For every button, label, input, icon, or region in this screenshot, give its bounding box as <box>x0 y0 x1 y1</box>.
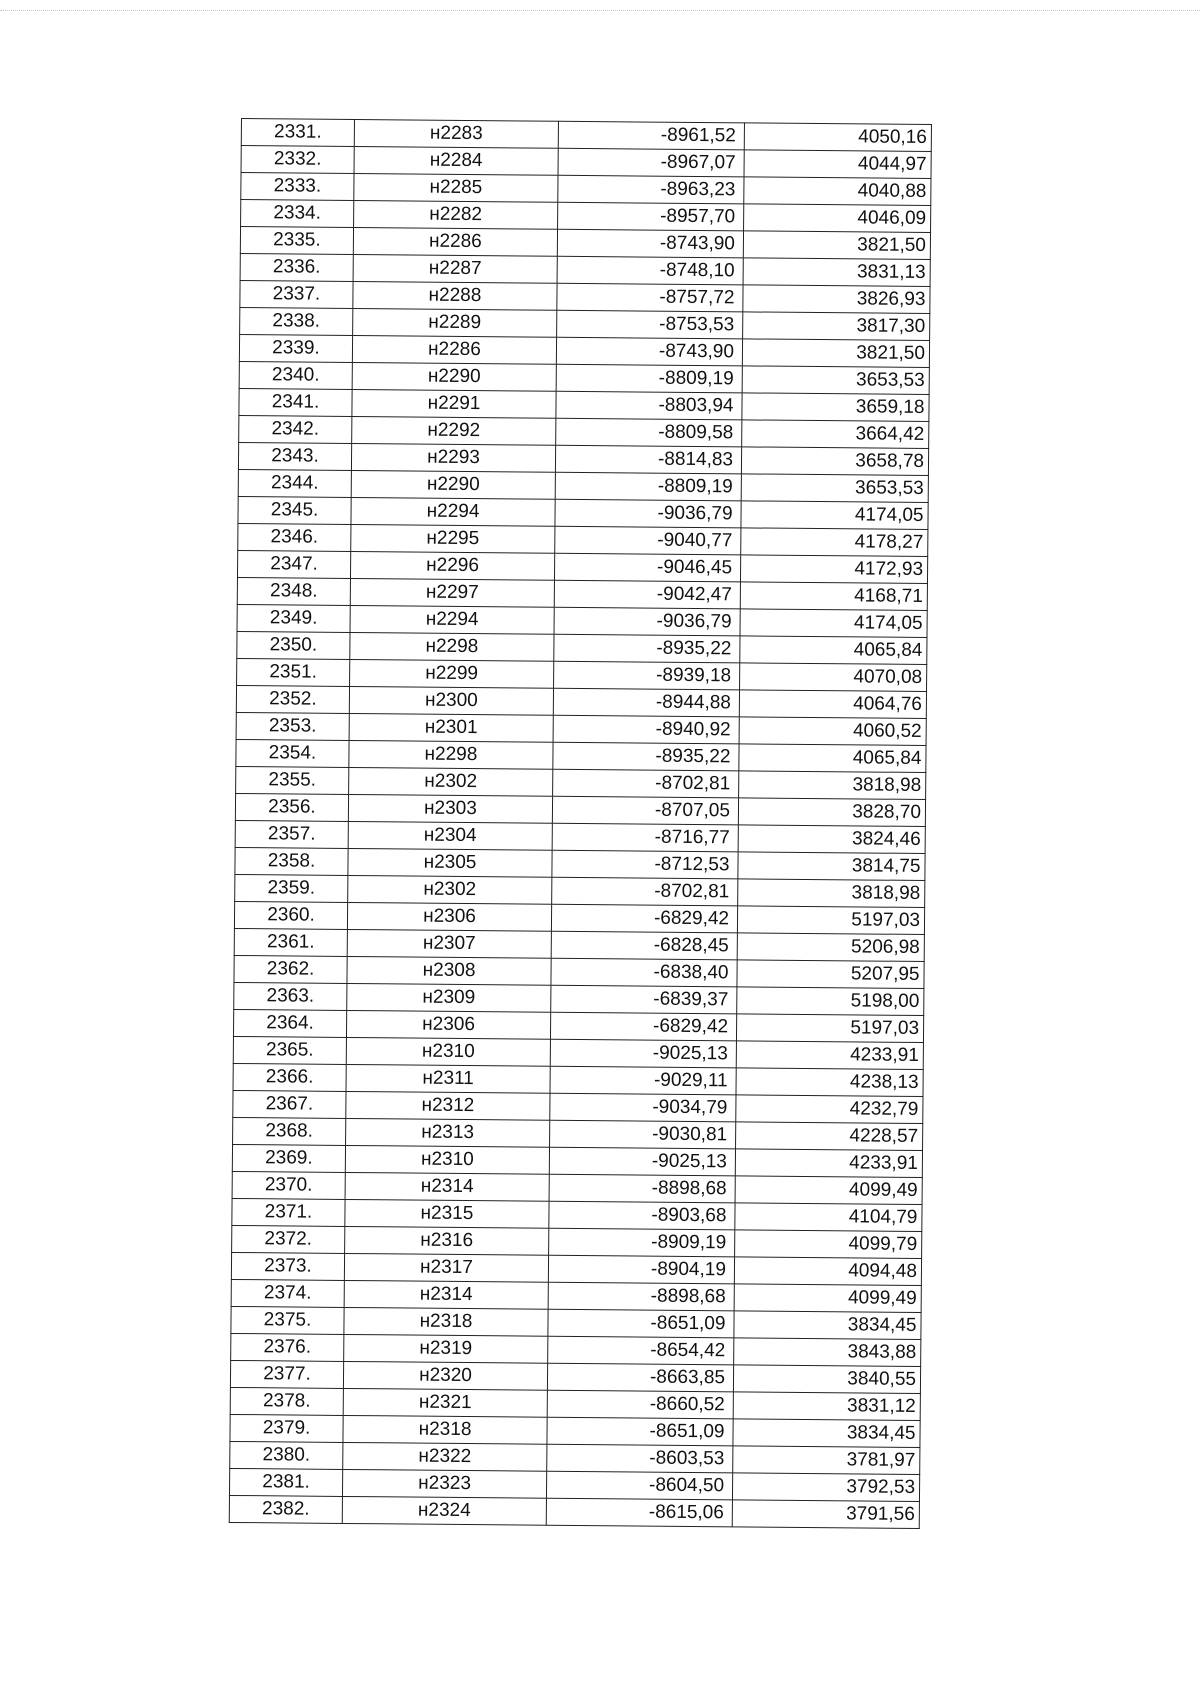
y-coordinate-cell: 3814,75 <box>738 852 925 881</box>
x-coordinate-cell: -8603,53 <box>547 1444 733 1473</box>
x-coordinate-cell: -8809,58 <box>556 418 742 447</box>
point-name-cell: н2298 <box>349 740 553 769</box>
point-name-cell: н2323 <box>342 1469 546 1498</box>
point-name-cell: н2288 <box>353 281 557 310</box>
row-number-cell: 2357. <box>235 820 348 848</box>
row-number-cell: 2362. <box>234 955 347 983</box>
row-number-cell: 2379. <box>230 1414 343 1442</box>
point-name-cell: н2282 <box>354 200 558 229</box>
y-coordinate-cell: 4104,79 <box>735 1203 922 1232</box>
y-coordinate-cell: 5197,03 <box>736 1014 923 1043</box>
row-number-cell: 2351. <box>237 658 350 686</box>
x-coordinate-cell: -8809,19 <box>555 472 741 501</box>
row-number-cell: 2366. <box>233 1063 346 1091</box>
x-coordinate-cell: -9036,79 <box>555 499 741 528</box>
point-name-cell: н2316 <box>345 1226 549 1255</box>
point-name-cell: н2293 <box>351 443 555 472</box>
x-coordinate-cell: -8935,22 <box>554 634 740 663</box>
point-name-cell: н2298 <box>350 632 554 661</box>
x-coordinate-cell: -9040,77 <box>555 526 741 555</box>
point-name-cell: н2302 <box>348 875 552 904</box>
row-number-cell: 2378. <box>230 1387 343 1415</box>
row-number-cell: 2360. <box>234 901 347 929</box>
x-coordinate-cell: -8898,68 <box>549 1174 735 1203</box>
x-coordinate-cell: -8702,81 <box>552 877 738 906</box>
y-coordinate-cell: 3828,70 <box>738 798 925 827</box>
point-name-cell: н2315 <box>345 1199 549 1228</box>
point-name-cell: н2308 <box>347 956 551 985</box>
point-name-cell: н2304 <box>348 821 552 850</box>
x-coordinate-cell: -8803,94 <box>556 391 742 420</box>
table-row <box>229 1495 919 1528</box>
y-coordinate-cell: 3658,78 <box>741 447 928 476</box>
point-name-cell: н2286 <box>353 227 557 256</box>
point-name-cell: н2303 <box>348 794 552 823</box>
x-coordinate-cell: -8957,70 <box>558 202 744 231</box>
row-number-cell: 2353. <box>236 712 349 740</box>
x-coordinate-cell: -8753,53 <box>557 310 743 339</box>
y-coordinate-cell: 4060,52 <box>739 717 926 746</box>
y-coordinate-cell: 3817,30 <box>743 312 930 341</box>
row-number-cell: 2364. <box>233 1009 346 1037</box>
y-coordinate-cell: 3818,98 <box>739 771 926 800</box>
y-coordinate-cell: 4174,05 <box>741 501 928 530</box>
y-coordinate-cell: 4099,49 <box>734 1284 921 1313</box>
point-name-cell: н2294 <box>350 605 554 634</box>
point-name-cell: н2324 <box>342 1496 546 1525</box>
y-coordinate-cell: 4228,57 <box>736 1122 923 1151</box>
y-coordinate-cell: 3653,53 <box>741 474 928 503</box>
point-name-cell: н2313 <box>346 1118 550 1147</box>
scan-edge-rule <box>0 10 1200 11</box>
row-number-cell: 2376. <box>231 1333 344 1361</box>
y-coordinate-cell: 4168,71 <box>740 582 927 611</box>
point-name-cell: н2317 <box>344 1253 548 1282</box>
x-coordinate-cell: -8961,52 <box>558 121 744 150</box>
row-number-cell: 2341. <box>239 388 352 416</box>
y-coordinate-cell: 4172,93 <box>740 555 927 584</box>
point-name-cell: н2314 <box>344 1280 548 1309</box>
y-coordinate-cell: 3826,93 <box>743 285 930 314</box>
y-coordinate-cell: 4050,16 <box>744 123 931 152</box>
row-number-cell: 2355. <box>236 766 349 794</box>
y-coordinate-cell: 3653,53 <box>742 366 929 395</box>
y-coordinate-cell: 4174,05 <box>740 609 927 638</box>
row-number-cell: 2356. <box>235 793 348 821</box>
row-number-cell: 2352. <box>236 685 349 713</box>
point-name-cell: н2307 <box>347 929 551 958</box>
y-coordinate-cell: 3834,45 <box>734 1311 921 1340</box>
x-coordinate-cell: -8903,68 <box>549 1201 735 1230</box>
row-number-cell: 2372. <box>232 1225 345 1253</box>
y-coordinate-cell: 3824,46 <box>738 825 925 854</box>
row-number-cell: 2345. <box>238 496 351 524</box>
x-coordinate-cell: -8651,09 <box>547 1417 733 1446</box>
point-name-cell: н2310 <box>346 1037 550 1066</box>
y-coordinate-cell: 5207,95 <box>737 960 924 989</box>
point-name-cell: н2300 <box>349 686 553 715</box>
point-name-cell: н2291 <box>352 389 556 418</box>
x-coordinate-cell: -6829,42 <box>551 904 737 933</box>
coordinates-table <box>229 118 932 1529</box>
point-name-cell: н2301 <box>349 713 553 742</box>
x-coordinate-cell: -8654,42 <box>548 1336 734 1365</box>
x-coordinate-cell: -8651,09 <box>548 1309 734 1338</box>
x-coordinate-cell: -8615,06 <box>546 1498 732 1527</box>
coordinates-table-body <box>229 119 931 1529</box>
row-number-cell: 2380. <box>230 1441 343 1469</box>
point-name-cell: н2310 <box>345 1145 549 1174</box>
row-number-cell: 2339. <box>239 334 352 362</box>
x-coordinate-cell: -8757,72 <box>557 283 743 312</box>
row-number-cell: 2359. <box>235 874 348 902</box>
point-name-cell: н2299 <box>350 659 554 688</box>
y-coordinate-cell: 4099,49 <box>735 1176 922 1205</box>
row-number-cell: 2363. <box>234 982 347 1010</box>
y-coordinate-cell: 3821,50 <box>742 339 929 368</box>
row-number-cell: 2375. <box>231 1306 344 1334</box>
point-name-cell: н2284 <box>354 146 558 175</box>
x-coordinate-cell: -9025,13 <box>550 1039 736 1068</box>
point-name-cell: н2312 <box>346 1091 550 1120</box>
y-coordinate-cell: 4099,79 <box>735 1230 922 1259</box>
x-coordinate-cell: -9046,45 <box>554 553 740 582</box>
row-number-cell: 2377. <box>230 1360 343 1388</box>
row-number-cell: 2340. <box>239 361 352 389</box>
y-coordinate-cell: 3818,98 <box>738 879 925 908</box>
y-coordinate-cell: 4232,79 <box>736 1095 923 1124</box>
x-coordinate-cell: -8707,05 <box>552 796 738 825</box>
point-name-cell: н2292 <box>352 416 556 445</box>
x-coordinate-cell: -8712,53 <box>552 850 738 879</box>
point-name-cell: н2294 <box>351 497 555 526</box>
point-name-cell: н2283 <box>354 119 558 148</box>
y-coordinate-cell: 4094,48 <box>734 1257 921 1286</box>
x-coordinate-cell: -8944,88 <box>553 688 739 717</box>
y-coordinate-cell: 5198,00 <box>737 987 924 1016</box>
point-name-cell: н2322 <box>343 1442 547 1471</box>
row-number-cell: 2332. <box>241 146 354 174</box>
row-number-cell: 2347. <box>237 550 350 578</box>
row-number-cell: 2350. <box>237 631 350 659</box>
point-name-cell: н2318 <box>344 1307 548 1336</box>
row-number-cell: 2336. <box>240 253 353 281</box>
coordinates-document <box>229 118 931 1529</box>
y-coordinate-cell: 3792,53 <box>732 1473 919 1502</box>
point-name-cell: н2306 <box>346 1010 550 1039</box>
x-coordinate-cell: -8967,07 <box>558 148 744 177</box>
row-number-cell: 2331. <box>241 119 354 147</box>
y-coordinate-cell: 4046,09 <box>744 204 931 233</box>
row-number-cell: 2365. <box>233 1036 346 1064</box>
y-coordinate-cell: 3840,55 <box>733 1365 920 1394</box>
x-coordinate-cell: -8604,50 <box>546 1471 732 1500</box>
point-name-cell: н2289 <box>353 308 557 337</box>
x-coordinate-cell: -8904,19 <box>548 1255 734 1284</box>
y-coordinate-cell: 3831,12 <box>733 1392 920 1421</box>
x-coordinate-cell: -8809,19 <box>556 364 742 393</box>
y-coordinate-cell: 3664,42 <box>742 420 929 449</box>
y-coordinate-cell: 4040,88 <box>744 177 931 206</box>
point-name-cell: н2287 <box>353 254 557 283</box>
row-number-cell: 2368. <box>233 1117 346 1145</box>
x-coordinate-cell: -8743,90 <box>557 229 743 258</box>
point-name-cell: н2306 <box>347 902 551 931</box>
x-coordinate-cell: -8702,81 <box>553 769 739 798</box>
point-name-cell: н2290 <box>352 362 556 391</box>
y-coordinate-cell: 3659,18 <box>742 393 929 422</box>
row-number-cell: 2342. <box>239 415 352 443</box>
x-coordinate-cell: -6838,40 <box>551 958 737 987</box>
x-coordinate-cell: -8935,22 <box>553 742 739 771</box>
y-coordinate-cell: 3831,13 <box>743 258 930 287</box>
row-number-cell: 2346. <box>238 523 351 551</box>
point-name-cell: н2295 <box>351 524 555 553</box>
row-number-cell: 2338. <box>240 307 353 335</box>
y-coordinate-cell: 4065,84 <box>739 744 926 773</box>
y-coordinate-cell: 4238,13 <box>736 1068 923 1097</box>
row-number-cell: 2358. <box>235 847 348 875</box>
x-coordinate-cell: -8963,23 <box>558 175 744 204</box>
x-coordinate-cell: -9029,11 <box>550 1066 736 1095</box>
row-number-cell: 2348. <box>237 577 350 605</box>
x-coordinate-cell: -8940,92 <box>553 715 739 744</box>
row-number-cell: 2337. <box>240 280 353 308</box>
x-coordinate-cell: -9034,79 <box>550 1093 736 1122</box>
row-number-cell: 2343. <box>238 442 351 470</box>
row-number-cell: 2369. <box>232 1144 345 1172</box>
y-coordinate-cell: 3781,97 <box>733 1446 920 1475</box>
point-name-cell: н2286 <box>352 335 556 364</box>
x-coordinate-cell: -9030,81 <box>550 1120 736 1149</box>
point-name-cell: н2311 <box>346 1064 550 1093</box>
point-name-cell: н2321 <box>343 1388 547 1417</box>
point-name-cell: н2302 <box>349 767 553 796</box>
x-coordinate-cell: -9025,13 <box>549 1147 735 1176</box>
x-coordinate-cell: -8909,19 <box>549 1228 735 1257</box>
x-coordinate-cell: -8748,10 <box>557 256 743 285</box>
row-number-cell: 2334. <box>241 200 354 228</box>
point-name-cell: н2296 <box>350 551 554 580</box>
x-coordinate-cell: -8660,52 <box>547 1390 733 1419</box>
y-coordinate-cell: 5197,03 <box>737 906 924 935</box>
y-coordinate-cell: 4044,97 <box>744 150 931 179</box>
point-name-cell: н2309 <box>347 983 551 1012</box>
row-number-cell: 2361. <box>234 928 347 956</box>
row-number-cell: 2371. <box>232 1198 345 1226</box>
y-coordinate-cell: 3834,45 <box>733 1419 920 1448</box>
x-coordinate-cell: -8814,83 <box>555 445 741 474</box>
x-coordinate-cell: -9036,79 <box>554 607 740 636</box>
x-coordinate-cell: -8743,90 <box>556 337 742 366</box>
y-coordinate-cell: 3791,56 <box>732 1500 919 1529</box>
row-number-cell: 2367. <box>233 1090 346 1118</box>
point-name-cell: н2318 <box>343 1415 547 1444</box>
row-number-cell: 2354. <box>236 739 349 767</box>
x-coordinate-cell: -6828,45 <box>551 931 737 960</box>
x-coordinate-cell: -8716,77 <box>552 823 738 852</box>
point-name-cell: н2290 <box>351 470 555 499</box>
point-name-cell: н2305 <box>348 848 552 877</box>
x-coordinate-cell: -9042,47 <box>554 580 740 609</box>
y-coordinate-cell: 3843,88 <box>734 1338 921 1367</box>
row-number-cell: 2381. <box>229 1468 342 1496</box>
x-coordinate-cell: -8898,68 <box>548 1282 734 1311</box>
row-number-cell: 2373. <box>231 1252 344 1280</box>
point-name-cell: н2314 <box>345 1172 549 1201</box>
row-number-cell: 2344. <box>238 469 351 497</box>
y-coordinate-cell: 4065,84 <box>740 636 927 665</box>
row-number-cell: 2349. <box>237 604 350 632</box>
row-number-cell: 2335. <box>240 227 353 255</box>
point-name-cell: н2285 <box>354 173 558 202</box>
point-name-cell: н2319 <box>344 1334 548 1363</box>
x-coordinate-cell: -6839,37 <box>551 985 737 1014</box>
row-number-cell: 2382. <box>229 1495 342 1523</box>
row-number-cell: 2370. <box>232 1171 345 1199</box>
y-coordinate-cell: 4178,27 <box>741 528 928 557</box>
point-name-cell: н2320 <box>343 1361 547 1390</box>
x-coordinate-cell: -8663,85 <box>547 1363 733 1392</box>
y-coordinate-cell: 5206,98 <box>737 933 924 962</box>
y-coordinate-cell: 4064,76 <box>739 690 926 719</box>
row-number-cell: 2333. <box>241 173 354 201</box>
x-coordinate-cell: -6829,42 <box>550 1012 736 1041</box>
row-number-cell: 2374. <box>231 1279 344 1307</box>
y-coordinate-cell: 3821,50 <box>743 231 930 260</box>
y-coordinate-cell: 4070,08 <box>740 663 927 692</box>
x-coordinate-cell: -8939,18 <box>554 661 740 690</box>
y-coordinate-cell: 4233,91 <box>736 1041 923 1070</box>
y-coordinate-cell: 4233,91 <box>735 1149 922 1178</box>
point-name-cell: н2297 <box>350 578 554 607</box>
